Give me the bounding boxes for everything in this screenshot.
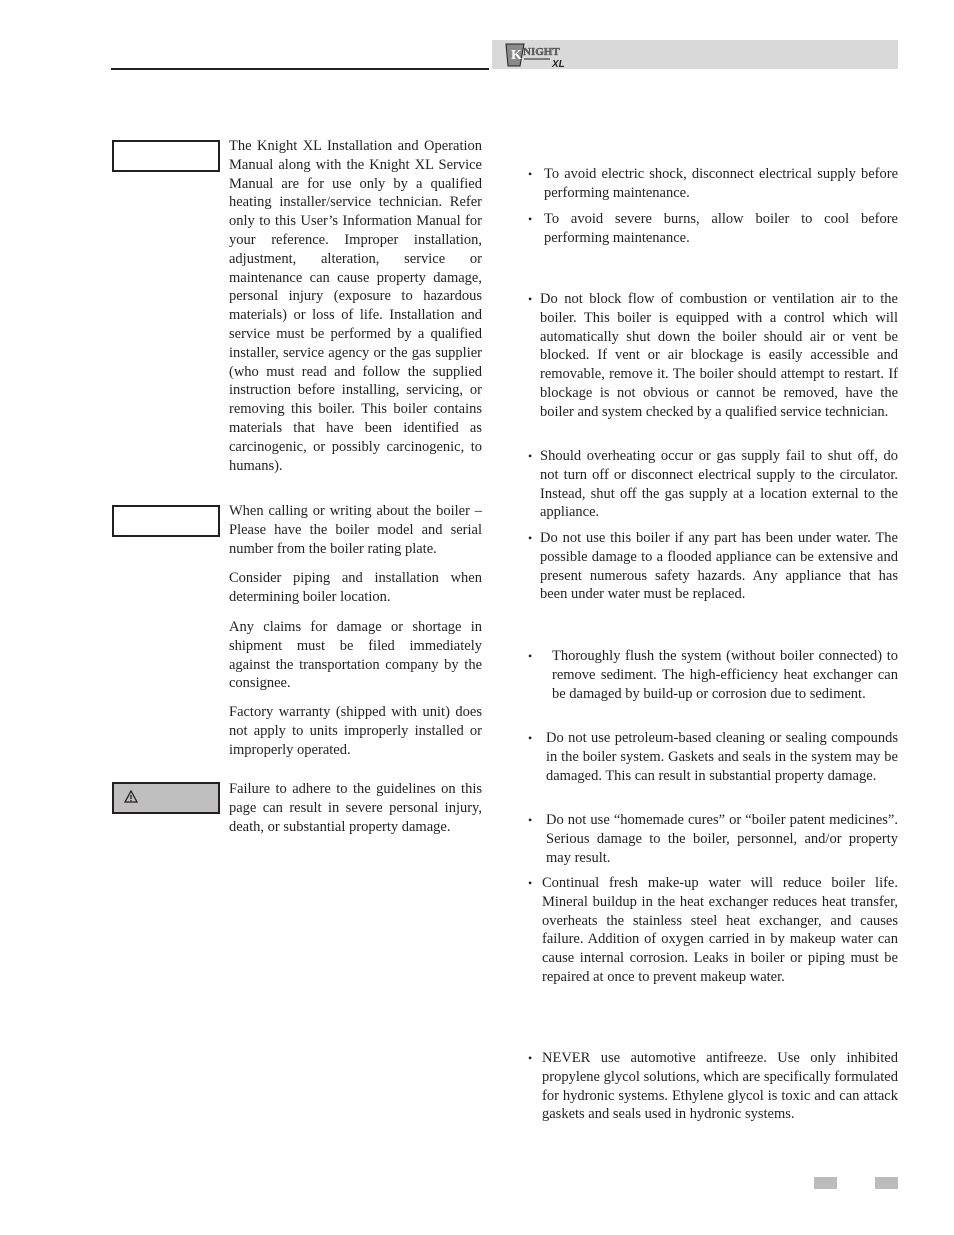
list-item — [528, 290, 898, 422]
list-item — [528, 447, 898, 522]
list-item — [528, 165, 898, 203]
list-item — [528, 874, 898, 987]
antifreeze-text: NEVER use automotive antifreeze. Use only inhibited propylene glycol solutions, which are specifically formulated for hydronic systems. Ethylene glycol is toxic and can attack gaskets and seals used in hydronic systems. — [542, 1050, 898, 1123]
claims-text: Any claims for damage or shortage in shipment must be filed immediately against the transportation company by the consignee. — [229, 619, 482, 692]
homemade-cures-text: Do not use “homemade cures” or “boiler patent medicines”. Serious damage to the boiler, personnel, and/or property may result. — [546, 812, 898, 866]
svg-text:XL: XL — [552, 59, 565, 69]
svg-text:K: K — [511, 48, 522, 63]
maintenance-shock-text: To avoid electric shock, disconnect electrical supply before performing maintenance. — [544, 166, 898, 201]
flood-text: Do not use this boiler if any part has been under water. The possible damage to a flooded appliance can be extensive and present numerous safety hazards. Any appliance that has been under water must be replaced. — [540, 530, 898, 603]
label-box-notice-1 — [112, 140, 220, 172]
flush-system-text: Thoroughly flush the system (without boiler connected) to remove sediment. The high-efficiency heat exchanger can be damaged by build-up or corrosion due to sediment. — [552, 648, 898, 702]
bullet-dot: • — [528, 292, 533, 306]
warning-triangle-icon — [124, 790, 138, 803]
petroleum-text: Do not use petroleum-based cleaning or sealing compounds in the boiler system. Gaskets and seals in the system may be damaged. This can result in substantial property damage. — [546, 730, 898, 784]
calling-writing-text: When calling or writing about the boiler – Please have the boiler model and serial number from the boiler rating plate. — [229, 503, 482, 557]
bullet-dot: • — [528, 212, 533, 226]
warning-text: Failure to adhere to the guidelines on this page can result in severe personal injury, death, or substantial property damage. — [229, 781, 482, 835]
bullet-dot: • — [528, 813, 533, 827]
overheating-text: Should overheating occur or gas supply fail to shut off, do not turn off or disconnect electrical supply to the circulator. Instead, shut off the gas supply at a location external to the appliance. — [540, 448, 898, 521]
list-item — [528, 1049, 898, 1124]
list-item — [528, 729, 898, 785]
bullet-dot: • — [528, 167, 533, 181]
list-item — [528, 811, 898, 867]
bullet-dot: • — [528, 649, 533, 663]
list-item — [528, 529, 898, 604]
footer-tab-left — [814, 1177, 837, 1189]
bullet-dot: • — [528, 731, 533, 745]
maintenance-burns-text: To avoid severe burns, allow boiler to cool before performing maintenance. — [544, 211, 898, 246]
piping-text: Consider piping and installation when determining boiler location. — [229, 570, 482, 605]
knight-xl-logo — [502, 40, 578, 69]
footer-tab-right — [875, 1177, 898, 1189]
list-item — [528, 647, 898, 703]
bullet-dot: • — [528, 449, 533, 463]
warning-label-box — [112, 782, 220, 814]
air-flow-text: Do not block flow of combustion or ventilation air to the boiler. This boiler is equipped with a control which will automatically shut down the boiler should air or vent be blocked. If vent or air blockage is easily accessible and removable, remove it. The boiler should attempt to restart. If blockage is not obvious or cannot be removed, have the boiler and system checked by a qualified service technician. — [540, 291, 898, 420]
label-box-notice-2 — [112, 505, 220, 537]
list-item — [528, 210, 898, 248]
bullet-dot: • — [528, 876, 533, 890]
manual-notice-text: The Knight XL Installation and Operation Manual along with the Knight XL Service Manual are for use only by a qualified heating installer/service technician. Refer only to this User’s Information Manual for your reference. Improper installation, adjustment, alteration, service or maintenance can cause property damage, personal injury (exposure to hazardous materials) or loss of life. Installation and service must be performed by a qualified installer, service agency or the gas supplier (who must read and follow the supplied instruction before installing, servicing, or removing this boiler. This boiler contains materials that have been identified as carcinogenic, or possibly carcinogenic, to humans). — [229, 138, 482, 474]
header-rule — [111, 68, 489, 70]
warranty-text: Factory warranty (shipped with unit) does not apply to units improperly installed or improperly operated. — [229, 704, 482, 758]
bullet-dot: • — [528, 1051, 533, 1065]
make-up-water-text: Continual fresh make-up water will reduce boiler life. Mineral buildup in the heat exchanger reduces heat transfer, overheats the stainless steel heat exchanger, and causes failure. Addition of oxygen carried in by makeup water can cause internal corrosion. Leaks in boiler or piping must be repaired at once to prevent makeup water. — [542, 875, 898, 985]
svg-text:NIGHT: NIGHT — [523, 46, 560, 58]
bullet-dot: • — [528, 531, 533, 545]
